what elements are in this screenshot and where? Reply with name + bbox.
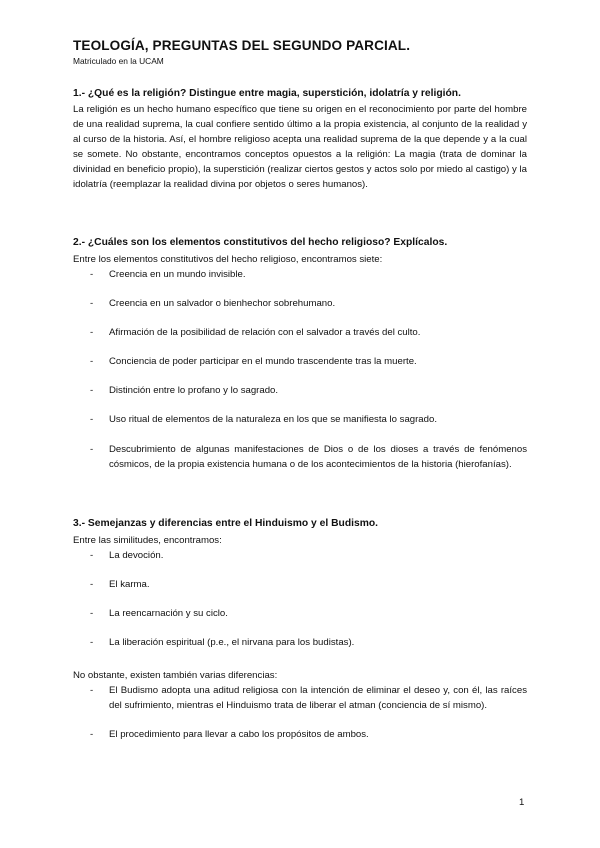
list-item: - Descubrimiento de algunas manifestaciones de Dios o de los dioses a través de fenómenos cósmicos, de la propia existencia humana o de los acontecimientos de la historia (hierofanías). [90, 443, 527, 470]
q3-heading: 3.- Semejanzas y diferencias entre el Hinduismo y el Budismo. [73, 518, 379, 529]
list-item: - El Budismo adopta una aditud religiosa con la intención de eliminar el deseo y, con él, las raíces del sufrimiento, mientras el Hinduismo trata de liberar el atman (conciencia de sí mismo). [90, 685, 527, 712]
q1-paragraph: La religión es un hecho humano específico que tiene su origen en el reconocimiento por parte del hombre de una realidad suprema, la cual confiere sentido último a la propia existencia, al conjunto de la realidad y al curso de la historia. Así, el hombre religioso acepta una realidad suprema de la que depende y a la cual se somete. No obstante, encontramos conceptos opuestos a la religión: La magia (trata de dominar la divinidad en beneficio propio), la superstición (realizar ciertos gestos y actos solo por miedo al castigo) y la idolatría (reemplazar la realidad divina por objetos o seres humanos). [73, 104, 527, 191]
q1-heading: 1.- ¿Qué es la religión? Distingue entre magia, superstición, idolatría y religión. [73, 88, 461, 99]
q3-differences-list [73, 683, 527, 742]
list-item: - La devoción. [90, 550, 164, 561]
list-item: - Afirmación de la posibilidad de relación con el salvador a través del culto. [90, 327, 421, 339]
list-item: - Creencia en un salvador o bienhechor sobrehumano. [90, 298, 336, 310]
q3-similarities-intro: Entre las similitudes, encontramos: [73, 535, 222, 546]
q2-element-list [73, 267, 527, 472]
list-item: - La reencarnación y su ciclo. [90, 608, 228, 620]
list-item: - Conciencia de poder participar en el mundo trascendente tras la muerte. [90, 356, 417, 368]
page-subtitle: Matriculado en la UCAM [73, 56, 164, 66]
page-title: TEOLOGÍA, PREGUNTAS DEL SEGUNDO PARCIAL. [73, 38, 411, 53]
list-item: - Creencia en un mundo invisible. [90, 269, 246, 280]
list-item: - La liberación espiritual (p.e., el nirvana para los budistas). [90, 637, 355, 649]
q2-heading: 2.- ¿Cuáles son los elementos constitutivos del hecho religioso? Explícalos. [73, 237, 448, 248]
list-item: - Uso ritual de elementos de la naturaleza en los que se manifiesta lo sagrado. [90, 414, 437, 426]
list-item: - El procedimiento para llevar a cabo los propósitos de ambos. [90, 729, 369, 741]
list-item: - El karma. [90, 579, 150, 591]
list-item: - Distinción entre lo profano y lo sagrado. [90, 385, 279, 397]
q3-differences-intro: No obstante, existen también varias diferencias: [73, 670, 278, 681]
page-number: 1 [519, 797, 525, 808]
q3-similarities-list [73, 548, 527, 650]
q2-intro: Entre los elementos constitutivos del hecho religioso, encontramos siete: [73, 254, 383, 265]
